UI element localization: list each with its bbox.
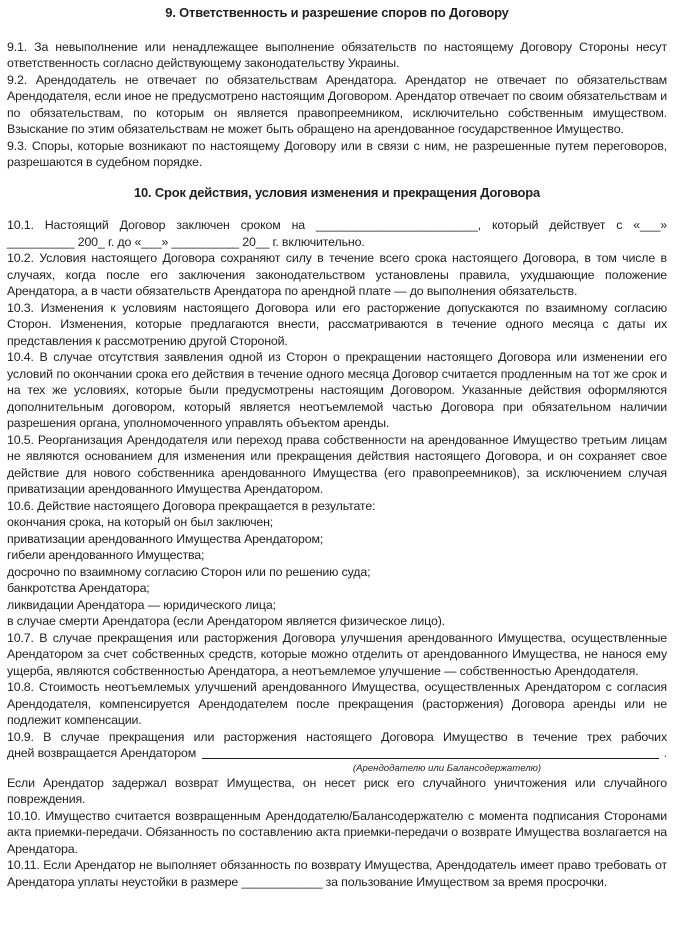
clause-10-5: 10.5. Реорганизация Арендодателя или переход права собственности на арендованное Имущество третьим лицам не являются основанием для изменения или прекращения действия настоящего Договора, и он сохраняет свое действие для нового собственника арендованного Имущества (его правопреемников), за исключением случая приватизации арендованного Имущества Арендатором. [7,432,667,496]
clause-10-9-blank-row [7,745,667,762]
termination-reasons-list [7,514,667,630]
blank-caption: (Арендодателю или Балансодержателю) [352,762,542,774]
clause-10-2: 10.2. Условия настоящего Договора сохраняют силу в течение всего срока настоящего Договора, в том числе в случаях, когда после его заключения законодательством установлены правила, ухудшающие положение Арендатора, а в части обязательств Арендатора по арендной плате — до выполнения обязательств. [7,251,667,298]
termination-item: в случае смерти Арендатора (если Арендатором является физическое лицо). [7,614,445,628]
clause-10-1-line2: __________ 200_ г. до «___» __________ 20__ г. включительно. [7,234,365,249]
termination-item: банкротства Арендатора; [7,581,150,595]
clause-9-2: 9.2. Арендодатель не отвечает по обязательствам Арендатора. Арендатор не отвечает по обязательствам Арендодателя, если иное не предусмотрено настоящим Договором. Арендатор отвечает по своим обязательствам и по обязательствам, по которым он является правопреемником, исключительно собственным имуществом. Взыскание по этим обязательствам не может быть обращено на арендованное государственное Имущество. [7,72,667,136]
clause-10-8: 10.8. Стоимость неотъемлемых улучшений арендованного Имущества, осуществленных Арендатором с согласия Арендодателя, компенсируется Арендодателем после прекращения (расторжения) Договора аренды или не подлежит компенсации. [7,680,667,727]
clause-10-3: 10.3. Изменения к условиям настоящего Договора или его расторжение допускаются по взаимному согласию Сторон. Изменения, которые предлагаются внести, рассматриваются в течение одного месяца с даты их представления к рассмотрению другой Стороной. [7,300,667,348]
clause-9-3: 9.3. Споры, которые возникают по настоящему Договору или в связи с ним, не разрешенные путем переговоров, разрешаются в судебном порядке. [7,138,667,169]
termination-item: приватизации арендованного Имущества Арендатором; [7,531,324,546]
termination-item: досрочно по взаимному согласию Сторон или по решению суда; [7,564,371,579]
termination-item: ликвидации Арендатора — юридического лица; [7,597,276,612]
clause-10-7: 10.7. В случае прекращения или расторжения Договора улучшения арендованного Имущества, осуществленные Арендатором за счет собственных средств, которые можно отделить от арендованного Имущества, не нанося ему ущерба, являются собственностью Арендатора, а неотъемлемое улучшение — собственностью Арендодателя. [7,630,667,678]
clause-10-9-lead-text: дней возвращается Арендатором [7,746,197,760]
clause-10-9-period: . [663,746,667,760]
clause-10-4: 10.4. В случае отсутствия заявления одной из Сторон о прекращении настоящего Договора или изменении его условий по окончании срока его действия в течение одного месяца Договор считается продленным на тот же срок и на тех же условиях, которые были предусмотрены настоящим Договором. Указанные действия оформляются дополнительным договором, который является неотъемлемой частью Договора при обязательном наличии разрешения органа, уполномоченного управлять объектом аренды. [7,350,667,430]
clause-10-11: 10.11. Если Арендатор не выполняет обязанность по возврату Имущества, Арендодатель имеет право требовать от Арендатора уплаты неустойки в размере ____________ за пользование Имуществом за время просрочки. [7,858,667,889]
clause-10-1-line1: 10.1. Настоящий Договор заключен сроком на ________________________, который действует с «___» [7,218,667,232]
termination-item: гибели арендованного Имущества; [7,548,205,562]
clause-10-9-line1: 10.9. В случае прекращения или расторжения настоящего Договора Имущество в течение трех рабочих [7,729,667,744]
clause-9-1: 9.1. За невыполнение или ненадлежащее выполнение обязательств по настоящему Договору Стороны несут ответственность согласно действующему законодательству Украины. [7,39,667,70]
clause-10-6-intro: 10.6. Действие настоящего Договора прекращается в результате: [7,498,376,513]
section-9-title: 9. Ответственность и разрешение споров по Договору [165,5,509,20]
termination-item: окончания срока, на который он был заключен; [7,515,274,529]
blank-underline [202,757,659,759]
section-10-title: 10. Срок действия, условия изменения и прекращения Договора [133,184,541,200]
clause-10-9-after: Если Арендатор задержал возврат Имущества, он несет риск его случайного уничтожения или случайного повреждения. [7,775,667,806]
clause-10-10: 10.10. Имущество считается возвращенным Арендодателю/Балансодержателю с момента подписания Сторонами акта приемки-передачи. Обязанность по составлению акта приемки-передачи о возврате Имущества возлагается на Арендатора. [7,808,667,856]
